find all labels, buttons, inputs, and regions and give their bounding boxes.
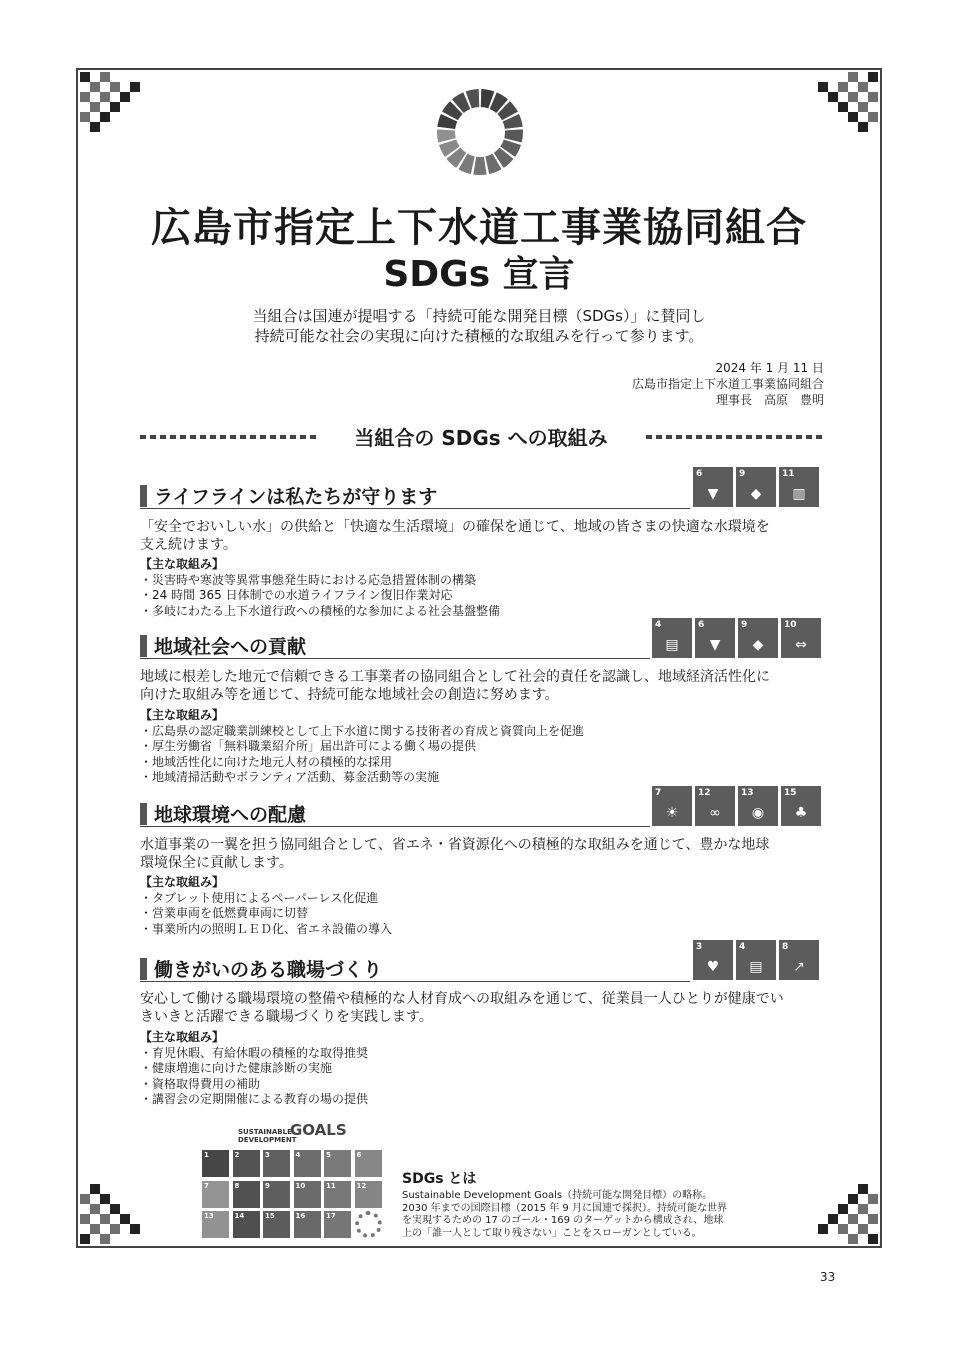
sdg-goal-symbol: ◆	[750, 486, 762, 502]
checker-square	[120, 1214, 130, 1224]
checker-square	[858, 1224, 868, 1234]
sdg-goal-10-icon	[781, 618, 821, 658]
section-list-workplace	[140, 1030, 368, 1108]
checker-square	[80, 112, 90, 122]
goal-tile-number: 9	[265, 1181, 270, 1190]
section-desc-community	[140, 668, 820, 704]
page-subtitle: SDGs 宣言	[383, 254, 575, 295]
goal-tile-number: 10	[295, 1181, 306, 1190]
checker-square	[110, 102, 120, 112]
sdg-goal-symbol: ◉	[751, 805, 765, 821]
list-header: 【主な取組み】	[140, 1030, 225, 1044]
about-sdgs-text	[402, 1190, 762, 1240]
sdg-goal-number: 12	[698, 788, 711, 798]
checker-square	[80, 1234, 90, 1244]
goal-tile-number: 5	[326, 1151, 331, 1159]
section-marker	[140, 803, 147, 825]
checker-square	[868, 1214, 878, 1224]
goal-tile-number: 14	[234, 1212, 245, 1220]
checker-square	[838, 102, 848, 112]
section-subheading	[140, 424, 822, 448]
sdg-goal-symbol: ▼	[709, 637, 721, 653]
checker-square	[90, 122, 100, 132]
checker-square	[868, 112, 878, 122]
goal-tile-number: 1	[204, 1151, 209, 1159]
goal-tile-15	[263, 1211, 290, 1238]
checker-square	[848, 1234, 858, 1244]
sdg-goal-symbol: ▼	[707, 486, 719, 502]
checker-square	[90, 82, 100, 92]
checker-square	[848, 72, 858, 82]
goal-wheel-icon	[355, 1211, 382, 1238]
checker-square	[100, 1234, 110, 1244]
about-line: Sustainable Development Goals（持続可能な開発目標）の略称。	[402, 1190, 713, 1201]
sdg-icons-community	[652, 618, 821, 658]
goal-tile-number: 15	[265, 1212, 275, 1220]
goals-logo-small-text: SUSTAINABLE DEVELOPMENT	[238, 1128, 297, 1144]
checker-square	[868, 72, 878, 82]
list-header: 【主な取組み】	[140, 708, 225, 722]
intro-line-1: 当組合は国連が提唱する「持続可能な開発目標（SDGs）」に賛同し	[252, 307, 706, 325]
sdg-goal-9-icon	[738, 618, 778, 658]
checker-square	[110, 82, 120, 92]
section-marker	[140, 635, 147, 657]
goal-tile-6	[355, 1150, 382, 1177]
checker-square	[858, 122, 868, 132]
checker-square	[80, 72, 90, 82]
list-item: ・地域清掃活動やボランティア活動、募金活動等の実施	[140, 770, 440, 784]
sdg-goal-number: 11	[782, 469, 795, 479]
desc-line: 水道事業の一翼を担う協同組合として、省エネ・省資源化への積極的な取組みを通じて、豊かな地球	[140, 837, 770, 853]
sdg-goal-13-icon	[738, 786, 778, 826]
checker-square	[100, 1194, 110, 1204]
checker-square	[130, 82, 140, 92]
section-list-lifeline	[140, 557, 500, 619]
list-item: ・育児休暇、有給休暇の積極的な取得推奨	[140, 1045, 369, 1060]
checker-square	[838, 82, 848, 92]
goal-tile-number: 2	[234, 1151, 240, 1159]
checker-square	[828, 92, 838, 102]
checker-square	[80, 92, 90, 102]
goal-tile-1	[202, 1150, 229, 1177]
goal-tile-number: 13	[204, 1212, 214, 1220]
checker-square	[100, 112, 110, 122]
sdg-goal-12-icon	[695, 786, 735, 826]
page-number: 33	[820, 1270, 836, 1284]
list-item: ・講習会の定期開催による教育の場の提供	[140, 1092, 369, 1106]
signer-name: 理事長 高原 豊明	[715, 393, 824, 407]
section-title-text: 働きがいのある職場づくり	[154, 959, 383, 981]
sdg-goal-symbol: ⇔	[795, 637, 807, 653]
checker-ornament-top-left	[80, 72, 140, 132]
checker-square	[828, 1214, 838, 1224]
date-text: 2024 年 1 月 11 日	[715, 361, 824, 375]
about-sdgs-title: SDGs とは	[402, 1171, 477, 1187]
checker-square	[818, 82, 828, 92]
goal-tile-number: 11	[326, 1181, 336, 1190]
checker-square	[100, 92, 110, 102]
sdg-goal-8-icon	[779, 940, 819, 980]
checker-ornament-bottom-left	[80, 1184, 140, 1244]
desc-line: きいきと活躍できる職場づくりを実践します。	[140, 1009, 433, 1025]
sdg-goal-symbol: ▥	[792, 486, 806, 502]
list-item: ・広島県の認定職業訓練校として上下水道に関する技術者の育成と資質向上を促進	[140, 723, 585, 738]
checker-square	[80, 1214, 90, 1224]
sdg-goal-number: 4	[739, 942, 746, 952]
checker-square	[868, 1194, 878, 1204]
goal-tile-number: 3	[265, 1151, 270, 1159]
checker-square	[838, 1224, 848, 1234]
section-marker	[140, 958, 147, 980]
sdg-icons-workplace	[693, 940, 819, 980]
wheel-segment	[473, 157, 486, 175]
list-item: ・営業車両を低燃費車両に切替	[140, 906, 309, 920]
subheading-text: 当組合の SDGs への取組み	[354, 426, 608, 450]
goal-tile-2	[233, 1150, 260, 1177]
goal-tile-9	[263, 1181, 290, 1208]
checker-square	[848, 112, 858, 122]
section-list-community	[140, 708, 584, 786]
list-header: 【主な取組み】	[140, 557, 225, 571]
checker-square	[100, 72, 110, 82]
sdgs-wheel-logo-icon	[436, 88, 524, 176]
checker-square	[858, 82, 868, 92]
section-title-text: 地球環境への配慮	[154, 804, 307, 826]
goal-tile-16	[294, 1211, 321, 1238]
checker-square	[858, 102, 868, 112]
checker-square	[818, 1224, 828, 1234]
checker-square	[858, 1204, 868, 1214]
checker-square	[848, 1214, 858, 1224]
about-line: 2030 年までの国際目標（2015 年 9 月に国連で採択）。持続可能な世界	[402, 1202, 727, 1214]
sdg-goal-3-icon	[693, 940, 733, 980]
sdg-goal-symbol: ∞	[709, 805, 721, 821]
goal-tile-13	[202, 1211, 229, 1238]
sdg-goal-number: 6	[696, 469, 703, 479]
sdg-icons-environment	[652, 786, 821, 826]
goal-tile-17	[324, 1211, 351, 1238]
checker-square	[848, 92, 858, 102]
checker-square	[90, 1184, 100, 1194]
list-item: ・24 時間 365 日体制での水道ライフライン復旧作業対応	[140, 588, 453, 602]
section-title-community	[140, 632, 650, 659]
wheel-segment	[437, 129, 456, 142]
sdg-goal-number: 13	[741, 788, 754, 798]
list-item: ・多岐にわたる上下水道行政への積極的な参加による社会基盤整備	[140, 603, 501, 618]
about-line: 上の「誰一人として取り残さない」ことをスローガンとしている。	[402, 1227, 702, 1239]
checker-square	[858, 1184, 868, 1194]
goal-tile-14	[233, 1211, 260, 1238]
list-item: ・災害時や寒波等異常事態発生時における応急措置体制の構築	[140, 572, 477, 587]
sdg-goal-number: 3	[696, 942, 703, 952]
section-list-environment	[140, 875, 392, 937]
sdg-goal-symbol: ▤	[665, 637, 679, 653]
checker-square	[868, 92, 878, 102]
section-title-text: ライフラインは私たちが守ります	[154, 486, 438, 508]
goal-tile-number: 4	[295, 1151, 301, 1159]
about-line: を実現するための 17 のゴール・169 のターゲットから構成され、地球	[402, 1215, 724, 1227]
desc-line: 「安全でおいしい水」の供給と「快適な生活環境」の確保を通じて、地域の皆さまの快適な水環境を	[140, 519, 770, 535]
goal-tile-number: 16	[295, 1212, 306, 1220]
list-item: ・健康増進に向けた健康診断の実施	[140, 1061, 333, 1075]
sdg-goal-7-icon	[652, 786, 692, 826]
list-item: ・資格取得費用の補助	[140, 1076, 261, 1091]
checker-square	[90, 102, 100, 112]
desc-line: 安心して働ける職場環境の整備や積極的な人材育成への取組みを通じて、従業員一人ひとりが健康でい	[140, 991, 784, 1007]
checker-ornament-bottom-right	[818, 1184, 878, 1244]
checker-square	[100, 1214, 110, 1224]
goal-tile-10	[294, 1181, 321, 1208]
checker-square	[838, 1204, 848, 1214]
sdg-icons-lifeline	[693, 467, 819, 507]
goal-tile-11	[324, 1181, 351, 1208]
goal-tile-number: 8	[234, 1181, 240, 1190]
list-item: ・地域活性化に向けた地元人材の積極的な採用	[140, 754, 393, 769]
sdg-goal-symbol: ↗	[793, 959, 805, 975]
sdg-goal-number: 9	[739, 469, 746, 479]
goal-tile-8	[233, 1181, 260, 1208]
checker-square	[848, 1194, 858, 1204]
sdg-goal-6-icon	[693, 467, 733, 507]
goal-tile-4	[294, 1150, 321, 1177]
checker-square	[90, 1224, 100, 1234]
section-title-text: 地域社会への貢献	[154, 636, 307, 658]
checker-square	[868, 1234, 878, 1244]
page-title: 広島市指定上下水道工事業協同組合	[151, 205, 807, 251]
section-title-workplace	[140, 955, 690, 982]
goal-tile-5	[324, 1150, 351, 1177]
sdg-goal-number: 15	[784, 788, 797, 798]
list-item: ・事業所内の照明ＬＥＤ化、省エネ設備の導入	[140, 921, 393, 936]
sdg-goal-number: 7	[655, 788, 662, 798]
list-item: ・タブレット使用によるペーパーレス化促進	[140, 890, 379, 905]
checker-square	[90, 1204, 100, 1214]
sdg-goal-number: 8	[782, 942, 789, 952]
desc-line: 支え続けます。	[140, 537, 237, 553]
sdgs-goals-logo	[238, 1121, 347, 1144]
goal-tile-number: 7	[204, 1181, 209, 1190]
sdg-goal-4-icon	[652, 618, 692, 658]
intro-line-2: 持続可能な社会の実現に向けた積極的な取組みを行って参ります。	[254, 327, 704, 345]
checker-square	[130, 1224, 140, 1234]
sdg-goal-number: 4	[655, 620, 662, 630]
checker-square	[80, 1194, 90, 1204]
desc-line: 環境保全に貢献します。	[140, 855, 293, 871]
sdg-goal-6-icon	[695, 618, 735, 658]
sdg-goal-4-icon	[736, 940, 776, 980]
sdg-goal-number: 10	[784, 620, 797, 630]
signature-block	[632, 360, 824, 408]
goal-tile-number: 6	[356, 1151, 362, 1159]
sdg-goal-symbol: ▤	[749, 959, 763, 975]
goal-tile-3	[263, 1150, 290, 1177]
section-desc-workplace	[140, 990, 820, 1026]
checker-square	[110, 1204, 120, 1214]
list-item: ・厚生労働省「無料職業紹介所」届出許可による働く場の提供	[140, 739, 477, 753]
desc-line: 向けた取組み等を通じて、持続可能な地域社会の創造に努めます。	[140, 687, 559, 703]
section-title-lifeline	[140, 482, 690, 509]
goal-tile-7	[202, 1181, 229, 1208]
checker-ornament-top-right	[818, 72, 878, 132]
sdg-goal-number: 9	[741, 620, 748, 630]
sdg-goal-symbol: ♣	[794, 805, 808, 821]
sdg-goal-symbol: ◆	[752, 637, 764, 653]
sdg-goal-symbol: ♥	[706, 959, 720, 975]
sdg-goal-number: 6	[698, 620, 705, 630]
sdg-goal-15-icon	[781, 786, 821, 826]
goals-logo-big-text: GOALS	[290, 1121, 347, 1139]
section-title-environment	[140, 800, 650, 827]
goal-tile-12	[355, 1181, 382, 1208]
sdg-goal-symbol: ☀	[665, 805, 679, 821]
organization-name: 広島市指定上下水道工事業協同組合	[631, 377, 824, 391]
section-desc-environment	[140, 836, 820, 872]
section-desc-lifeline	[140, 518, 820, 554]
list-header: 【主な取組み】	[140, 875, 225, 889]
desc-line: 地域に根差した地元で信頼できる工事業者の協同組合として社会的責任を認識し、地域経済活性化に	[140, 669, 770, 685]
checker-square	[110, 1224, 120, 1234]
wheel-segment	[504, 129, 523, 142]
section-marker	[140, 485, 147, 507]
checker-square	[120, 92, 130, 102]
goal-tile-number: 17	[326, 1212, 336, 1220]
sdg-goal-9-icon	[736, 467, 776, 507]
goal-tile-number: 12	[356, 1181, 367, 1190]
sdg-goal-11-icon	[779, 467, 819, 507]
